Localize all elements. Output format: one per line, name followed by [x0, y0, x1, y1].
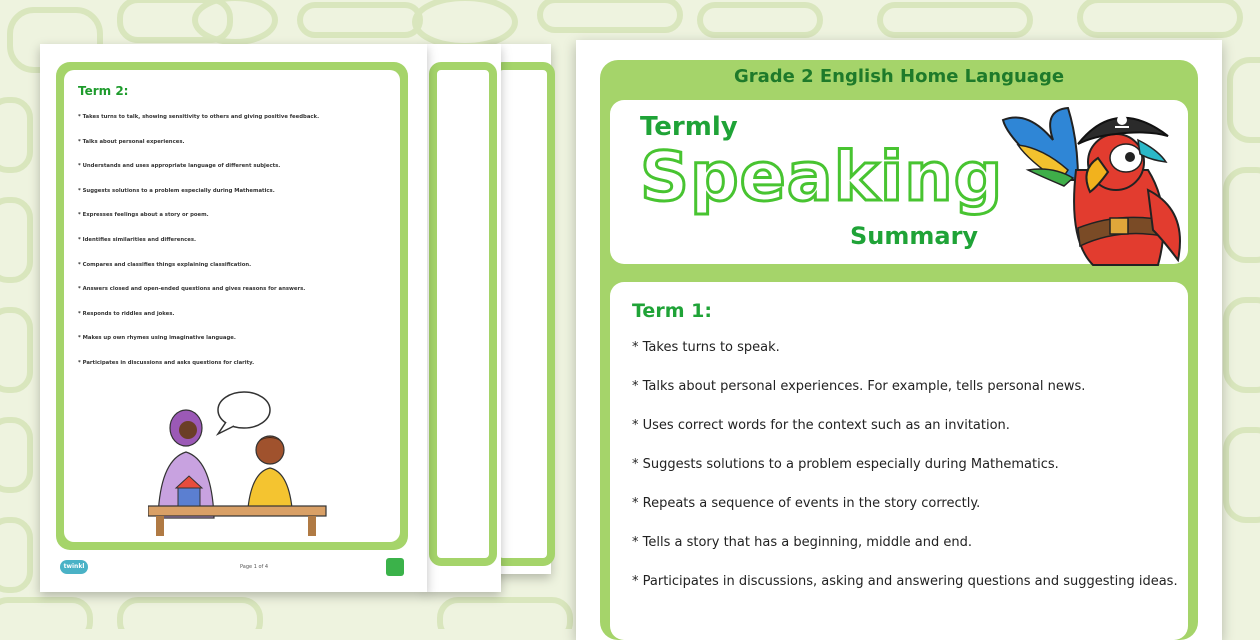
list-item: * Uses correct words for the context such as an invitation. [632, 418, 1010, 433]
main-page [576, 40, 1222, 640]
list-item: * Talks about personal experiences. [78, 138, 185, 145]
main-frame [600, 60, 1198, 640]
term1-box [610, 282, 1188, 640]
list-item: * Understands and uses appropriate language of different subjects. [78, 163, 281, 170]
grade-title: Grade 2 English Home Language [733, 66, 1065, 87]
children-talking-illustration [148, 388, 328, 538]
list-item: * Talks about personal experiences. For example, tells personal news. [632, 379, 1086, 394]
quality-badge-icon [386, 558, 404, 576]
title-termly: Termly [640, 112, 738, 142]
title-speaking: Speaking [640, 138, 1004, 217]
list-item: * Identifies similarities and differences. [78, 236, 197, 243]
list-item: * Takes turns to talk, showing sensitivity to others and giving positive feedback. [78, 114, 320, 120]
twinkl-logo: twinkl [60, 560, 88, 574]
back-sheet-2 [425, 44, 501, 592]
list-item: * Answers closed and open-ended questions and gives reasons for answers. [78, 286, 306, 293]
list-item: * Repeats a sequence of events in the story correctly. [632, 496, 981, 511]
list-item: * Participates in discussions, asking and answering questions and suggesting ideas. [632, 574, 1178, 589]
pirate-parrot-illustration [998, 100, 1188, 270]
term1-heading: Term 1: [632, 300, 712, 322]
list-item: * Compares and classifies things explaining classification. [78, 261, 252, 268]
list-item: * Suggests solutions to a problem especially during Mathematics. [78, 187, 275, 194]
title-box [610, 100, 1188, 264]
page-number: Page 1 of 4 [240, 564, 269, 570]
term2-footer [60, 554, 410, 584]
list-item: * Expresses feelings about a story or poem. [78, 212, 209, 219]
term1-list [632, 340, 1178, 613]
term2-frame [56, 62, 408, 550]
term2-page [40, 44, 427, 592]
term2-body [64, 70, 400, 542]
list-item: * Makes up own rhymes using imaginative language. [78, 335, 236, 342]
term2-list [78, 114, 378, 385]
list-item: * Suggests solutions to a problem especially during Mathematics. [632, 457, 1059, 472]
list-item: * Takes turns to speak. [632, 340, 780, 355]
list-item: * Responds to riddles and jokes. [78, 310, 175, 317]
speech-bubble-icon [218, 392, 270, 434]
term2-heading: Term 2: [78, 84, 129, 98]
list-item: * Tells a story that has a beginning, middle and end. [632, 535, 973, 550]
title-summary: Summary [850, 222, 979, 250]
list-item: * Participates in discussions and asks questions for clarity. [78, 359, 255, 366]
